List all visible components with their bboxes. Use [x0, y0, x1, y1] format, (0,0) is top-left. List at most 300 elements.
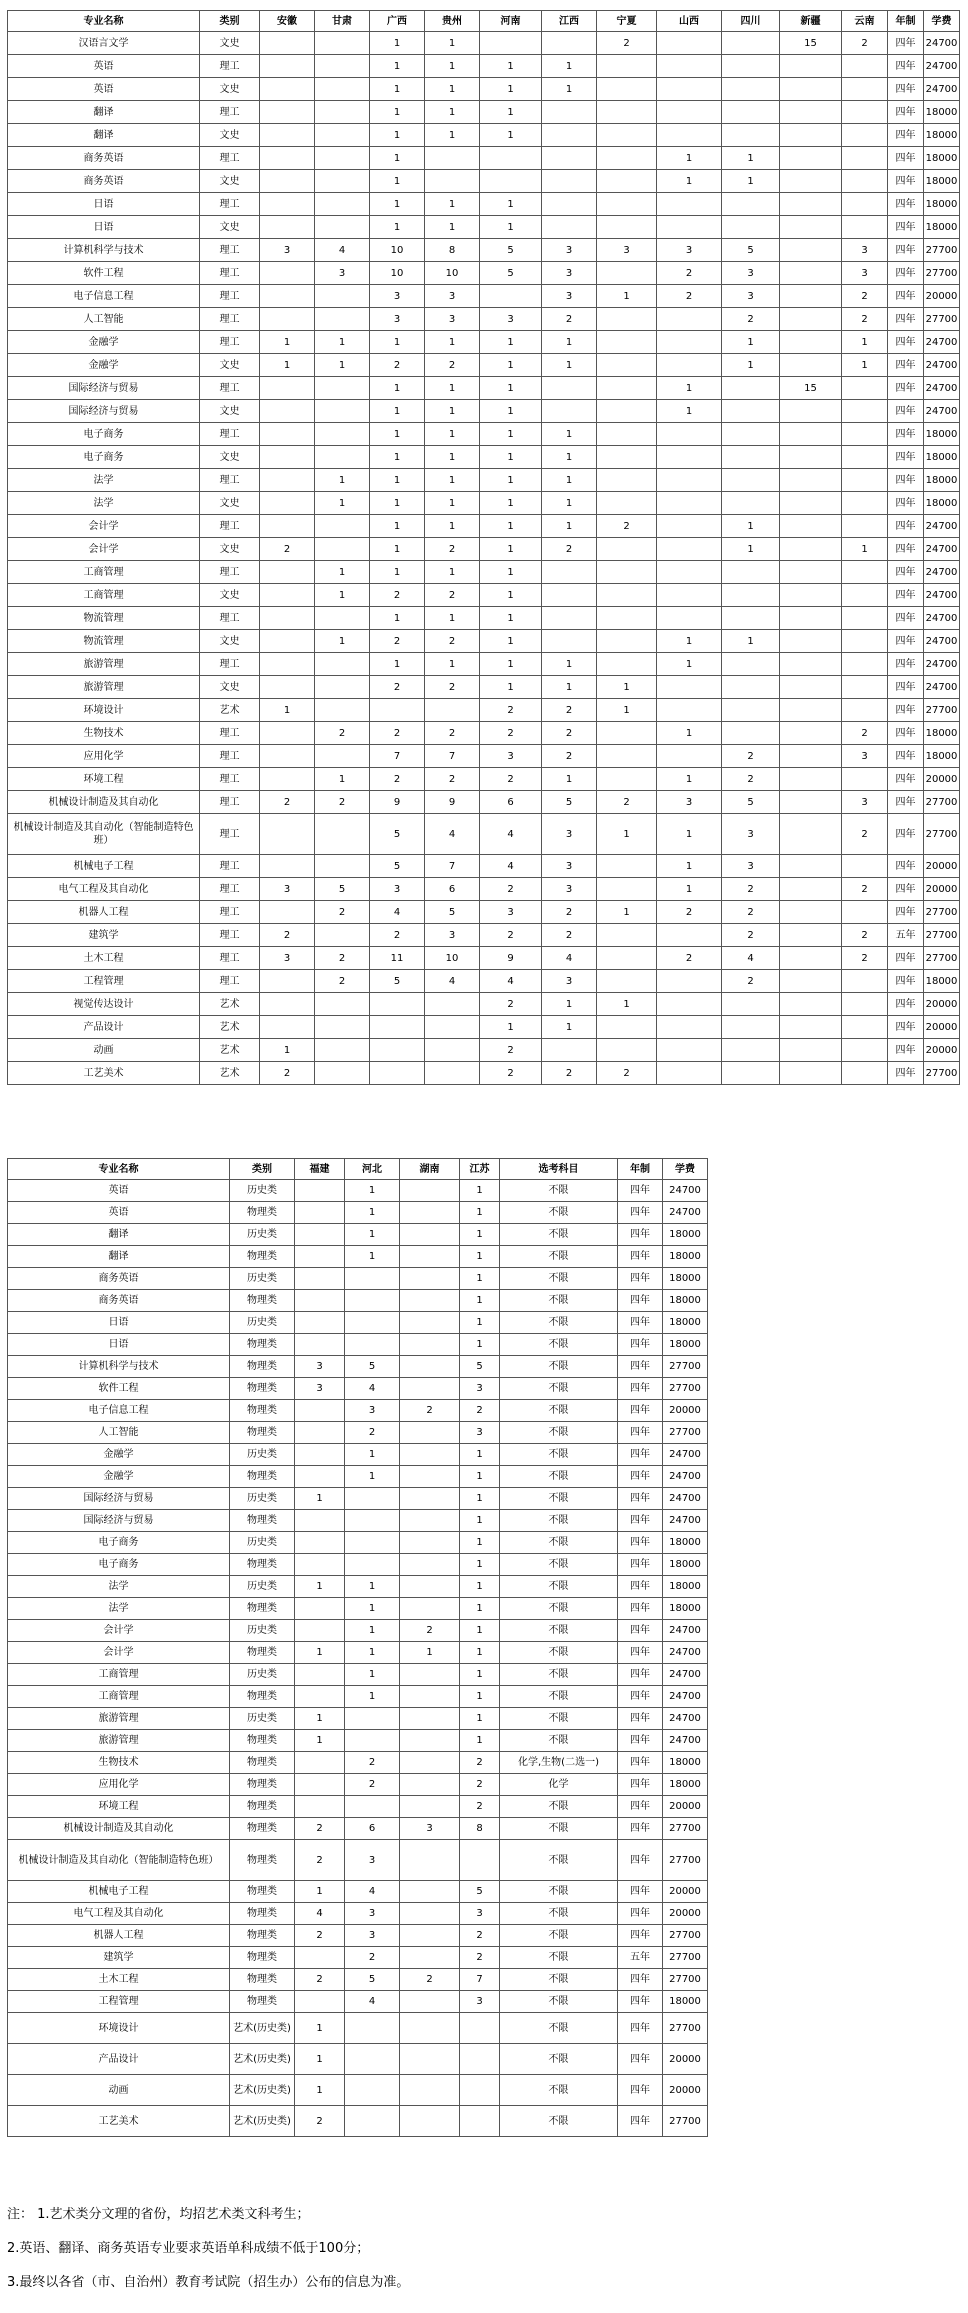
table-row: [8, 147, 960, 170]
table-cell: 不限: [500, 1818, 618, 1840]
table-cell: 5: [480, 262, 542, 285]
table-row: [8, 1466, 708, 1488]
table-cell: 1: [345, 1598, 400, 1620]
table-cell: [657, 124, 722, 147]
table-cell: [657, 993, 722, 1016]
table-cell: [315, 377, 370, 400]
table-cell: [780, 970, 842, 993]
table-cell: 20000: [663, 1400, 708, 1422]
table-cell: [315, 423, 370, 446]
enrollment-table-1: [7, 10, 960, 1085]
table-cell: 四年: [888, 745, 924, 768]
table-cell: [460, 1840, 500, 1881]
table-cell: [400, 1774, 460, 1796]
table-cell: 不限: [500, 1378, 618, 1400]
table-cell: [260, 377, 315, 400]
table-cell: [657, 193, 722, 216]
table-cell: [722, 400, 780, 423]
table-cell: 不限: [500, 1881, 618, 1903]
table-cell: 3: [425, 285, 480, 308]
table-cell: [780, 147, 842, 170]
table-cell: [780, 331, 842, 354]
table-cell: [425, 1016, 480, 1039]
table-cell: 1: [370, 124, 425, 147]
table-cell: [657, 538, 722, 561]
table-row: [8, 124, 960, 147]
table-cell: [842, 1062, 888, 1085]
table-cell: [780, 924, 842, 947]
table-cell: 理工: [200, 768, 260, 791]
table-cell: [722, 1039, 780, 1062]
table-cell: 20000: [924, 285, 960, 308]
table-cell: 理工: [200, 607, 260, 630]
table-cell: [295, 1774, 345, 1796]
table-cell: 2: [480, 768, 542, 791]
table-row: [8, 1312, 708, 1334]
table-cell: [597, 101, 657, 124]
table-cell: 不限: [500, 1686, 618, 1708]
major-name-cell: 法学: [8, 1576, 230, 1598]
table-cell: 1: [295, 2013, 345, 2044]
table-cell: 18000: [924, 124, 960, 147]
table-cell: [260, 101, 315, 124]
table-cell: 不限: [500, 1796, 618, 1818]
table-cell: 1: [425, 101, 480, 124]
table-cell: 2: [480, 993, 542, 1016]
table-cell: 1: [542, 423, 597, 446]
table-row: [8, 1532, 708, 1554]
major-name-cell: 日语: [8, 1334, 230, 1356]
table-cell: [400, 1840, 460, 1881]
table-cell: 四年: [618, 1378, 663, 1400]
table-cell: 2: [542, 745, 597, 768]
table-cell: 1: [480, 676, 542, 699]
table-cell: [260, 676, 315, 699]
table-cell: 1: [542, 78, 597, 101]
table-row: [8, 1224, 708, 1246]
table-cell: 2: [370, 630, 425, 653]
table-cell: 27700: [924, 814, 960, 855]
notes: [7, 2198, 957, 2300]
table-cell: [842, 901, 888, 924]
table-cell: 18000: [663, 1554, 708, 1576]
table-cell: 4: [345, 1881, 400, 1903]
table-cell: 1: [315, 561, 370, 584]
table-cell: 1: [597, 699, 657, 722]
table-cell: [780, 492, 842, 515]
table-cell: [345, 2075, 400, 2106]
table-cell: 18000: [663, 1598, 708, 1620]
major-name-cell: 金融学: [8, 1444, 230, 1466]
major-name-cell: 生物技术: [8, 1752, 230, 1774]
table-cell: 2: [425, 354, 480, 377]
column-header: 河北: [345, 1159, 400, 1180]
table-row: [8, 1925, 708, 1947]
table-cell: [780, 791, 842, 814]
table-cell: [400, 2075, 460, 2106]
table-cell: 27700: [924, 1062, 960, 1085]
column-header: 江苏: [460, 1159, 500, 1180]
table-cell: [722, 653, 780, 676]
table-cell: 1: [480, 101, 542, 124]
table-cell: 1: [460, 1224, 500, 1246]
table-cell: [722, 423, 780, 446]
table-cell: 1: [345, 1224, 400, 1246]
table-cell: 理工: [200, 423, 260, 446]
table-cell: [315, 814, 370, 855]
major-name-cell: 环境工程: [8, 1796, 230, 1818]
table-cell: 18000: [663, 1246, 708, 1268]
table-cell: [400, 1488, 460, 1510]
table-cell: 3: [542, 285, 597, 308]
table-cell: [722, 492, 780, 515]
table-row: [8, 492, 960, 515]
table-cell: [460, 2075, 500, 2106]
table-cell: 20000: [924, 1039, 960, 1062]
table-cell: 1: [480, 78, 542, 101]
major-name-cell: 会计学: [8, 538, 200, 561]
table-cell: [597, 193, 657, 216]
table-cell: [597, 492, 657, 515]
table-cell: 3: [315, 262, 370, 285]
table-cell: [657, 676, 722, 699]
table-cell: [657, 970, 722, 993]
table-cell: 1: [480, 216, 542, 239]
table-cell: 2: [842, 814, 888, 855]
table-cell: [400, 1576, 460, 1598]
table-cell: 四年: [888, 492, 924, 515]
table-cell: [295, 1686, 345, 1708]
table-cell: [315, 147, 370, 170]
major-name-cell: 环境设计: [8, 2013, 230, 2044]
table-cell: [597, 947, 657, 970]
table-cell: [780, 124, 842, 147]
table-cell: [400, 1532, 460, 1554]
table-cell: 四年: [618, 1598, 663, 1620]
table-cell: 文史: [200, 538, 260, 561]
table-cell: [260, 768, 315, 791]
major-name-cell: 工商管理: [8, 584, 200, 607]
table-cell: [657, 1039, 722, 1062]
table-cell: 2: [722, 901, 780, 924]
table-cell: [295, 1796, 345, 1818]
table-cell: 2: [657, 262, 722, 285]
major-name-cell: 电气工程及其自动化: [8, 878, 200, 901]
table-cell: 理工: [200, 745, 260, 768]
table-cell: 物理类: [230, 1598, 295, 1620]
table-cell: [460, 2044, 500, 2075]
table-cell: 1: [370, 101, 425, 124]
table-cell: 不限: [500, 1576, 618, 1598]
table-cell: [597, 970, 657, 993]
table-cell: 1: [460, 1686, 500, 1708]
table-cell: [657, 924, 722, 947]
table-cell: 8: [460, 1818, 500, 1840]
table-cell: 18000: [663, 1991, 708, 2013]
table-cell: 1: [400, 1642, 460, 1664]
table-cell: [780, 78, 842, 101]
table-cell: [315, 993, 370, 1016]
table-cell: 四年: [618, 1444, 663, 1466]
table-cell: 四年: [618, 1796, 663, 1818]
table-cell: [542, 101, 597, 124]
table-cell: [345, 1312, 400, 1334]
table-cell: 1: [460, 1180, 500, 1202]
table-cell: 四年: [888, 993, 924, 1016]
table-cell: 不限: [500, 1422, 618, 1444]
table-cell: 理工: [200, 901, 260, 924]
table-cell: 18000: [924, 492, 960, 515]
table-cell: 18000: [663, 1224, 708, 1246]
table-cell: 1: [657, 855, 722, 878]
table-row: [8, 676, 960, 699]
table-cell: 四年: [618, 1730, 663, 1752]
table-cell: 4: [370, 901, 425, 924]
table-cell: [345, 1708, 400, 1730]
table-cell: 不限: [500, 1730, 618, 1752]
table-cell: [295, 1510, 345, 1532]
table-cell: 1: [842, 331, 888, 354]
table-cell: [842, 768, 888, 791]
table-cell: [657, 446, 722, 469]
table-cell: [370, 1039, 425, 1062]
table-cell: 不限: [500, 1290, 618, 1312]
table-cell: 2: [722, 308, 780, 331]
table-cell: [542, 607, 597, 630]
table-cell: 1: [370, 653, 425, 676]
table-cell: 5: [345, 1356, 400, 1378]
table-cell: [315, 216, 370, 239]
table-cell: 四年: [618, 1991, 663, 2013]
table-cell: 四年: [888, 331, 924, 354]
table-cell: 理工: [200, 878, 260, 901]
table-cell: [295, 1444, 345, 1466]
table-cell: 1: [345, 1466, 400, 1488]
table-cell: 文史: [200, 354, 260, 377]
table-cell: 1: [315, 630, 370, 653]
table-cell: [722, 124, 780, 147]
table-cell: 1: [842, 354, 888, 377]
table-cell: [315, 193, 370, 216]
table-cell: 四年: [618, 2106, 663, 2137]
table-cell: 27700: [663, 1356, 708, 1378]
table-cell: [597, 584, 657, 607]
table-cell: [780, 308, 842, 331]
table-cell: 4: [345, 1991, 400, 2013]
column-header: 贵州: [425, 11, 480, 32]
table-row: [8, 1903, 708, 1925]
table-cell: 四年: [618, 2013, 663, 2044]
table-cell: [345, 2013, 400, 2044]
table-cell: 1: [722, 515, 780, 538]
table-cell: 1: [370, 469, 425, 492]
table-row: [8, 630, 960, 653]
table-cell: 理工: [200, 814, 260, 855]
table-cell: [657, 308, 722, 331]
table-cell: [597, 262, 657, 285]
table-row: [8, 1969, 708, 1991]
table-cell: 1: [345, 1444, 400, 1466]
table-cell: 1: [460, 1334, 500, 1356]
table-cell: 1: [542, 515, 597, 538]
table-cell: 5: [345, 1969, 400, 1991]
table-cell: 2: [542, 308, 597, 331]
major-name-cell: 环境设计: [8, 699, 200, 722]
table-cell: 3: [370, 285, 425, 308]
table-row: [8, 1752, 708, 1774]
table-cell: [542, 193, 597, 216]
table-cell: [842, 1039, 888, 1062]
table-cell: 不限: [500, 1224, 618, 1246]
table-cell: 24700: [924, 354, 960, 377]
table-cell: 3: [345, 1840, 400, 1881]
table-cell: [657, 101, 722, 124]
table-row: [8, 308, 960, 331]
table-cell: 1: [425, 124, 480, 147]
table-cell: 2: [842, 947, 888, 970]
table-cell: 四年: [618, 1312, 663, 1334]
table-cell: 2: [315, 722, 370, 745]
table-cell: 1: [480, 124, 542, 147]
table-cell: 2: [460, 1400, 500, 1422]
table-cell: [260, 855, 315, 878]
table-cell: [842, 970, 888, 993]
table-cell: [295, 1991, 345, 2013]
table-cell: [542, 584, 597, 607]
table-cell: [780, 676, 842, 699]
table-row: [8, 239, 960, 262]
table-cell: 1: [460, 1532, 500, 1554]
table-cell: 3: [542, 262, 597, 285]
table-cell: 24700: [663, 1510, 708, 1532]
table-cell: 24700: [924, 377, 960, 400]
table-cell: [425, 170, 480, 193]
table-cell: 文史: [200, 400, 260, 423]
table-cell: [842, 653, 888, 676]
table-row: [8, 331, 960, 354]
table-row: [8, 1400, 708, 1422]
table-cell: 1: [480, 400, 542, 423]
table-row: [8, 768, 960, 791]
table-cell: 6: [425, 878, 480, 901]
table-cell: [295, 1290, 345, 1312]
table-cell: 5: [370, 970, 425, 993]
table-cell: 24700: [924, 561, 960, 584]
table-row: [8, 1708, 708, 1730]
table-cell: [842, 699, 888, 722]
major-name-cell: 电子商务: [8, 1532, 230, 1554]
table-cell: 18000: [924, 469, 960, 492]
major-name-cell: 英语: [8, 1202, 230, 1224]
table-cell: [260, 216, 315, 239]
table-cell: [597, 561, 657, 584]
table-cell: 物理类: [230, 1947, 295, 1969]
table-cell: [400, 1356, 460, 1378]
table-cell: [260, 630, 315, 653]
table-cell: 物理类: [230, 1991, 295, 2013]
column-header: 类别: [200, 11, 260, 32]
table-cell: [260, 170, 315, 193]
major-name-cell: 工程管理: [8, 1991, 230, 2013]
table-cell: [597, 1039, 657, 1062]
table-cell: 2: [295, 1840, 345, 1881]
table-cell: [400, 1180, 460, 1202]
table-cell: [842, 55, 888, 78]
table-cell: 理工: [200, 855, 260, 878]
table-row: [8, 722, 960, 745]
table-cell: [345, 1334, 400, 1356]
table-row: [8, 1664, 708, 1686]
table-cell: 不限: [500, 1903, 618, 1925]
table-cell: 不限: [500, 1400, 618, 1422]
table-cell: [400, 1796, 460, 1818]
table-cell: [400, 1466, 460, 1488]
table-cell: 3: [542, 814, 597, 855]
table-cell: [260, 561, 315, 584]
table-cell: 物理类: [230, 1730, 295, 1752]
table-cell: 1: [542, 768, 597, 791]
table-cell: 20000: [924, 993, 960, 1016]
table-cell: 2: [722, 878, 780, 901]
table-cell: 物理类: [230, 1290, 295, 1312]
table-cell: 物理类: [230, 1774, 295, 1796]
table-cell: [260, 147, 315, 170]
table-cell: 四年: [618, 1356, 663, 1378]
table-cell: [400, 1686, 460, 1708]
table-cell: [722, 101, 780, 124]
table-row: [8, 1598, 708, 1620]
table-cell: [315, 446, 370, 469]
table-cell: 历史类: [230, 1576, 295, 1598]
table-cell: [260, 607, 315, 630]
table-cell: 20000: [663, 1796, 708, 1818]
table-cell: 1: [295, 1576, 345, 1598]
table-cell: 物理类: [230, 1903, 295, 1925]
table-cell: [722, 469, 780, 492]
table-cell: 1: [260, 699, 315, 722]
table-cell: [260, 492, 315, 515]
table-cell: 2: [345, 1774, 400, 1796]
table-cell: 文史: [200, 170, 260, 193]
major-name-cell: 金融学: [8, 354, 200, 377]
table-cell: 4: [315, 239, 370, 262]
table-cell: 3: [295, 1356, 345, 1378]
table-cell: [400, 1664, 460, 1686]
table-cell: [722, 561, 780, 584]
table-cell: 1: [657, 814, 722, 855]
table-cell: [842, 515, 888, 538]
table-cell: 化学: [500, 1774, 618, 1796]
table-cell: [597, 653, 657, 676]
table-cell: 1: [480, 446, 542, 469]
table-cell: 1: [315, 469, 370, 492]
table-cell: [295, 1532, 345, 1554]
table-cell: [597, 78, 657, 101]
table-row: [8, 1356, 708, 1378]
table-cell: 1: [295, 1730, 345, 1752]
table-cell: [842, 101, 888, 124]
table-cell: [657, 1016, 722, 1039]
table-cell: 四年: [888, 262, 924, 285]
table-cell: 1: [370, 147, 425, 170]
table-cell: [315, 32, 370, 55]
table-cell: 2: [295, 1969, 345, 1991]
table-row: [8, 1334, 708, 1356]
table-cell: [400, 1752, 460, 1774]
table-cell: 27700: [663, 2013, 708, 2044]
table-cell: 5: [460, 1881, 500, 1903]
table-cell: [597, 1016, 657, 1039]
